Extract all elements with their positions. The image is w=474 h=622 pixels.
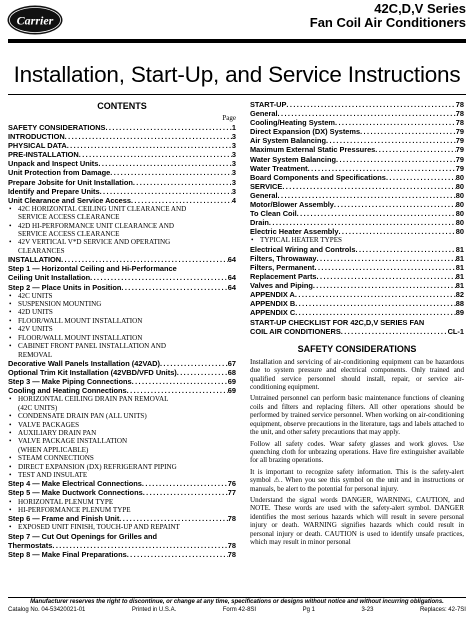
toc-page-number: 81 — [455, 281, 464, 291]
toc-subitem — [8, 308, 236, 316]
toc-subitem — [8, 300, 236, 308]
toc-entry[interactable] — [8, 159, 236, 168]
toc-subitem-text: • HORIZONTAL CEILING DRAIN PAN REMOVAL — [18, 395, 169, 404]
toc-entry[interactable] — [8, 514, 236, 523]
toc-page-number: 78 — [455, 118, 464, 128]
dot-leader — [67, 141, 232, 150]
toc-entry[interactable] — [250, 272, 464, 281]
toc-group — [8, 550, 236, 559]
toc-group — [8, 359, 236, 395]
toc-entry-label: Replacement Parts — [250, 272, 317, 282]
safety-heading: SAFETY CONSIDERATIONS — [297, 343, 417, 354]
dot-leader — [269, 218, 456, 227]
toc-entry-label: PRE-INSTALLATION — [8, 150, 79, 160]
safety-paragraph: It is important to recognize safety information. This is the safety-alert symbol ⚠. When you see this symbol on the unit and in instructions or manuals, be alert to the potential for personal injury. — [250, 467, 464, 493]
toc-subitem-text: • CONDENSATE DRAIN PAN (ALL UNITS) — [18, 412, 147, 421]
dot-leader — [127, 386, 228, 395]
toc-page-number: 81 — [455, 244, 464, 254]
toc-subitem — [8, 334, 236, 342]
toc-page-number: 80 — [455, 190, 464, 200]
catalog-number: Catalog No. 04-53420021-01 — [8, 607, 86, 613]
toc-entry-label: APPENDIX B — [250, 299, 296, 309]
toc-page-number: 77 — [227, 488, 236, 498]
page-footer — [8, 597, 466, 614]
toc-subitem-text: • SUSPENSION MOUNTING — [18, 300, 102, 309]
toc-entry[interactable] — [8, 386, 236, 395]
dot-leader — [98, 159, 232, 168]
toc-page-number: 78 — [227, 540, 236, 550]
toc-group — [8, 123, 236, 205]
toc-entry-label: Air System Balancing — [250, 136, 326, 146]
toc-subitem-text: • 42C UNITS — [18, 291, 53, 300]
toc-page-number: CL-1 — [447, 326, 464, 336]
toc-entry-label: APPENDIX A — [250, 290, 295, 300]
toc-group — [250, 245, 464, 318]
toc-entry[interactable] — [8, 532, 236, 550]
toc-subitem — [8, 523, 236, 531]
dot-leader — [295, 290, 456, 299]
dot-leader — [160, 359, 228, 368]
toc-entry[interactable] — [250, 245, 464, 254]
toc-entry-label: Thermostats — [8, 540, 53, 550]
dot-leader — [61, 255, 228, 264]
toc-group — [250, 100, 464, 236]
toc-subitem — [8, 317, 236, 325]
toc-entry[interactable] — [250, 254, 464, 263]
brand-text: Carrier — [16, 13, 54, 28]
toc-entry-label: Cooling/Heating System — [250, 118, 336, 128]
toc-entry-label: Valves and Piping — [250, 281, 313, 291]
toc-subitem — [8, 222, 236, 239]
toc-entry-label: Prepare Jobsite for Unit Installation — [8, 177, 133, 187]
toc-subitem — [8, 498, 236, 506]
toc-entry-label: Direct Expansion (DX) Systems — [250, 127, 361, 137]
toc-subitem-text: • 42D UNITS — [18, 308, 53, 317]
toc-entry-label: Step 7 — Cut Out Openings for Grilles and — [8, 531, 158, 541]
toc-entry-label: Ceiling Unit Installation — [8, 273, 91, 283]
dot-leader — [355, 245, 455, 254]
toc-subitem-text: • STEAM CONNECTIONS — [18, 454, 94, 463]
toc-subgroup — [8, 292, 236, 359]
dot-leader — [375, 145, 455, 154]
toc-entry[interactable] — [250, 118, 464, 127]
dot-leader — [278, 109, 456, 118]
toc-entry[interactable] — [8, 550, 236, 559]
toc-entry-label: Identify and Prepare Units — [8, 186, 100, 196]
toc-entry-label: Filters, Throwaway — [250, 253, 317, 263]
toc-entry[interactable] — [250, 263, 464, 272]
toc-entry-label: Board Components and Specifications — [250, 172, 386, 182]
toc-page-number: 69 — [227, 377, 236, 387]
toc-entry[interactable] — [250, 164, 464, 173]
toc-subitem-text: SERVICE ACCESS CLEARANCE — [18, 213, 120, 222]
toc-entry-label: COIL AIR CONDITIONERS — [250, 326, 341, 336]
toc-entry[interactable] — [250, 200, 464, 209]
toc-entry[interactable] — [250, 109, 464, 118]
safety-paragraph: Follow all safety codes. Wear safety glasses and work gloves. Use quenching cloth for unbrazing operations. Have fire extinguisher available for all brazing operations. — [250, 439, 464, 465]
printed-in: Printed in U.S.A. — [131, 607, 177, 613]
toc-entry[interactable] — [8, 187, 236, 196]
dot-leader — [286, 100, 455, 109]
toc-entry[interactable] — [8, 168, 236, 177]
toc-entry-label: SAFETY CONSIDERATIONS — [8, 123, 106, 132]
toc-entry[interactable] — [250, 100, 464, 109]
dot-leader — [132, 377, 228, 386]
toc-page-number: 80 — [455, 181, 464, 191]
toc-subgroup — [250, 236, 464, 244]
toc-entry-label: INSTALLATION — [8, 255, 62, 265]
toc-subitem-text: REMOVAL — [18, 350, 53, 359]
toc-page-number: 78 — [455, 100, 464, 109]
toc-entry[interactable] — [8, 132, 236, 141]
toc-subitem — [8, 463, 236, 471]
dot-leader — [386, 173, 456, 182]
dot-leader — [297, 209, 456, 218]
toc-entry[interactable] — [8, 255, 236, 264]
toc-entry[interactable] — [250, 299, 464, 308]
dot-leader — [295, 299, 456, 308]
toc-page-number: 81 — [455, 263, 464, 272]
footer-notice: Manufacturer reserves the right to discontinue, or change at any time, specifications or designs without notice and without incurring obligations. — [30, 599, 444, 605]
toc-page-number: 80 — [455, 172, 464, 182]
toc-subitem-text: • CABINET FRONT PANEL INSTALLATION AND — [18, 342, 167, 351]
toc-entry[interactable] — [8, 377, 236, 386]
toc-entry[interactable] — [250, 290, 464, 299]
toc-subitem-text: CLEARANCES — [18, 246, 65, 255]
toc-entry-label: To Clean Coil — [250, 209, 297, 219]
dot-leader — [142, 479, 228, 488]
toc-entry-label: Step 6 — Frame and Finish Unit — [8, 514, 120, 524]
toc-subgroup — [8, 523, 236, 531]
toc-entry-label: Motor/Blower Assembly — [250, 200, 334, 210]
toc-group — [8, 514, 236, 523]
toc-group — [8, 255, 236, 264]
toc-entry-label: INTRODUCTION — [8, 132, 65, 142]
toc-subitem — [8, 412, 236, 420]
toc-entry[interactable] — [250, 227, 464, 236]
toc-subitem-text: • EXPOSED UNIT FINISH, TOUCH-UP AND REPAINT — [18, 523, 180, 532]
toc-page-number: 3 — [231, 141, 236, 151]
dot-leader — [278, 191, 456, 200]
toc-subitem — [8, 421, 236, 429]
right-column — [250, 100, 464, 549]
toc-page-number: 79 — [455, 145, 464, 155]
toc-entry-label: Drain — [250, 218, 269, 228]
toc-page-number: 88 — [455, 299, 464, 309]
dot-leader — [317, 254, 456, 263]
toc-page-number: 4 — [231, 195, 236, 205]
toc-subitem-text: • FLOOR/WALL MOUNT INSTALLATION — [18, 316, 143, 325]
toc-subitem — [8, 506, 236, 514]
toc-subitem — [8, 395, 236, 412]
toc-entry-label: Electric Heater Assembly — [250, 227, 339, 237]
dot-leader — [177, 368, 228, 377]
toc-page-number: 1 — [231, 123, 236, 132]
safety-paragraph: Untrained personnel can perform basic maintenance functions of cleaning coils and filters and replacing filters. All other operations should be performed by trained service personnel. When working on air-conditioning equipment, observe precautions in the literature, tags and labels attached to the unit, and other safety precautions that may apply. — [250, 394, 464, 437]
footer-page: Pg 1 — [302, 607, 315, 613]
toc-page-number: 67 — [227, 358, 236, 368]
toc-subitem-text: • 42V UNITS — [18, 325, 53, 334]
dot-leader — [131, 196, 232, 205]
toc-page-number: 3 — [231, 150, 236, 160]
toc-subitem-text: • VALVE PACKAGE INSTALLATION — [18, 437, 128, 446]
toc-page-number: 78 — [227, 550, 236, 560]
toc-entry[interactable] — [8, 359, 236, 368]
toc-subitem-text: • 42V VERTICAL V*D SERVICE AND OPERATING — [18, 238, 171, 247]
toc-entry[interactable] — [8, 123, 236, 132]
dot-leader — [326, 136, 456, 145]
dot-leader — [133, 178, 232, 187]
toc-subitem — [8, 238, 236, 255]
toc-entry-label: General — [250, 109, 278, 119]
toc-group — [8, 479, 236, 497]
toc-entry-label: Step 2 — Place Units in Position — [8, 282, 122, 292]
dot-leader — [317, 272, 456, 281]
toc-page-number: 3 — [231, 186, 236, 196]
toc-page-number: 79 — [455, 127, 464, 137]
toc-entry[interactable] — [8, 196, 236, 205]
toc-page-number: 76 — [227, 479, 236, 489]
dot-leader — [100, 187, 232, 196]
toc-page-number: 80 — [455, 227, 464, 237]
toc-subitem-text: (WHEN APPLICABLE) — [18, 445, 89, 454]
toc-subitem-text: • TYPICAL HEATER TYPES — [260, 236, 342, 245]
safety-paragraph: Understand the signal words DANGER, WARNING, CAUTION, and NOTE. These words are used with the safety-alert symbol. DANGER identifies the most serious hazards which will result in severe personal injury or death. WARNING signifies hazards which could result in personal injury or death. CAUTION is used to identify unsafe practices, which may result in minor personal — [250, 495, 464, 546]
toc-entry[interactable] — [8, 141, 236, 150]
toc-page-number: 81 — [455, 253, 464, 263]
toc-page-number: 80 — [455, 200, 464, 210]
toc-page-number: 69 — [227, 386, 236, 396]
toc-entry-label: Filters, Permanent — [250, 263, 315, 272]
toc-page-number: 79 — [455, 154, 464, 164]
toc-entry[interactable] — [8, 178, 236, 187]
carrier-logo — [6, 4, 64, 36]
dot-leader — [336, 155, 456, 164]
toc-entry-label: Step 3 — Make Piping Connections — [8, 377, 132, 387]
toc-entry[interactable] — [250, 145, 464, 154]
toc-subitem-text: • AUXILIARY DRAIN PAN — [18, 428, 97, 437]
toc-entry-label: Step 1 — Horizontal Ceiling and Hi-Performance — [8, 264, 177, 274]
toc-entry-label: Optional Trim Kit Installation (42VBD/VFD Units) — [8, 368, 177, 377]
dot-leader — [313, 281, 456, 290]
toc-entry-label: Step 8 — Make Final Preparations — [8, 550, 127, 560]
toc-entry-label: Decorative Wall Panels Installation (42VAD) — [8, 358, 160, 368]
toc-subitem — [8, 325, 236, 333]
toc-subitem — [8, 471, 236, 479]
dot-leader — [143, 488, 228, 497]
toc-entry-label: START-UP CHECKLIST FOR 42C,D,V SERIES FAN — [250, 317, 425, 327]
toc-entry[interactable] — [250, 308, 464, 317]
toc-page-number: 79 — [455, 136, 464, 146]
dot-leader — [110, 168, 232, 177]
toc-page-number: 3 — [231, 132, 236, 142]
toc-page-number: 3 — [231, 159, 236, 169]
form-number: Form 42-8SI — [222, 607, 257, 613]
toc-subitem-text: • HI-PERFORMANCE PLENUM TYPE — [18, 505, 131, 514]
dot-leader — [308, 164, 456, 173]
toc-entry[interactable] — [8, 150, 236, 159]
page-label: Page — [222, 114, 236, 122]
dot-leader — [282, 182, 455, 191]
footer-date: 3-23 — [361, 607, 374, 613]
toc-subitem-text: • FLOOR/WALL MOUNT INSTALLATION — [18, 333, 143, 342]
toc-subitem — [8, 292, 236, 300]
toc-page-number: 3 — [231, 177, 236, 187]
toc-entry[interactable] — [250, 182, 464, 191]
toc-subitem — [8, 429, 236, 437]
toc-entry-label: Water System Balancing — [250, 154, 336, 164]
toc-subitem-text: • DIRECT EXPANSION (DX) REFRIGERANT PIPING — [18, 462, 177, 471]
product-name: Fan Coil Air Conditioners — [309, 15, 466, 30]
toc-subitem-text: • TEST AND INSULATE — [18, 470, 88, 479]
toc-page-number: 64 — [227, 273, 236, 283]
safety-body — [250, 358, 464, 547]
toc-page-number: 82 — [455, 290, 464, 300]
page-title: Installation, Start-Up, and Service Instructions — [13, 62, 461, 87]
toc-entry-label: Unpack and Inspect Units — [8, 159, 99, 169]
toc-entry-label: Unit Clearance and Service Access — [8, 195, 131, 205]
dot-leader — [335, 118, 456, 127]
dot-leader — [360, 127, 456, 136]
toc-entry[interactable] — [250, 155, 464, 164]
toc-subitem-text: • 42C HORIZONTAL CEILING UNIT CLEARANCE AND — [18, 204, 187, 213]
toc-page-number: 80 — [455, 209, 464, 219]
dot-leader — [105, 123, 231, 132]
toc-entry[interactable] — [250, 218, 464, 227]
toc-page-number: 3 — [231, 168, 236, 178]
toc-entry[interactable] — [8, 283, 236, 292]
toc-page-number: 79 — [455, 163, 464, 173]
dot-leader — [127, 550, 228, 559]
toc-page-number: 89 — [455, 308, 464, 318]
toc-entry[interactable] — [8, 368, 236, 377]
dot-leader — [334, 200, 456, 209]
dot-leader — [338, 227, 455, 236]
toc-subitem — [8, 454, 236, 462]
toc-entry[interactable] — [250, 209, 464, 218]
left-column — [8, 100, 236, 559]
toc-entry[interactable] — [250, 318, 464, 336]
toc-subitem — [8, 437, 236, 454]
toc-entry-label: Maximum External Static Pressures — [250, 145, 376, 155]
title-rule — [8, 94, 466, 95]
toc-subitem-text: • HORIZONTAL PLENUM TYPE — [18, 497, 114, 506]
toc-entry[interactable] — [250, 281, 464, 290]
toc-entry-label: Water Treatment — [250, 163, 308, 173]
toc-entry[interactable] — [8, 264, 236, 282]
toc-page-number: 68 — [227, 368, 236, 377]
toc-entry-label: SERVICE — [250, 181, 283, 191]
toc-entry-label: Step 4 — Make Electrical Connections — [8, 479, 142, 489]
toc-entry[interactable] — [250, 127, 464, 136]
toc-entry[interactable] — [8, 479, 236, 488]
toc-page-number: 64 — [227, 282, 236, 292]
toc-entry-label: Electrical Wiring and Controls — [250, 244, 356, 254]
model-series: 42C,D,V Series — [374, 1, 466, 16]
toc-entry[interactable] — [8, 488, 236, 497]
toc-entry-label: General — [250, 190, 278, 200]
toc-page-number: 80 — [455, 218, 464, 228]
dot-leader — [314, 263, 455, 272]
toc-subitem-text: • 42D HI-PERFORMANCE UNIT CLEARANCE AND — [18, 221, 174, 230]
replaces: Replaces: 42-7SI — [419, 607, 466, 613]
toc-entry[interactable] — [250, 173, 464, 182]
toc-subitem — [250, 236, 464, 244]
toc-page-number: 81 — [455, 272, 464, 282]
dot-leader — [79, 150, 232, 159]
toc-subitem-text: (42C UNITS) — [18, 403, 58, 412]
toc-subgroup — [8, 395, 236, 479]
toc-entry-label: Cooling and Heating Connections — [8, 386, 127, 396]
toc-subitem — [8, 342, 236, 359]
toc-entry[interactable] — [250, 136, 464, 145]
toc-subitem — [8, 205, 236, 222]
toc-entry-label: PHYSICAL DATA — [8, 141, 67, 151]
toc-subgroup — [8, 205, 236, 255]
toc-subitem-text: SERVICE ACCESS CLEARANCE — [18, 230, 120, 239]
toc-subgroup — [8, 498, 236, 515]
toc-subitem-text: • VALVE PACKAGES — [18, 420, 80, 429]
dot-leader — [119, 514, 227, 523]
toc-page-number: 78 — [455, 109, 464, 119]
contents-heading: CONTENTS — [97, 101, 147, 111]
toc-entry[interactable] — [250, 191, 464, 200]
toc-entry-label: APPENDIX C — [250, 308, 296, 318]
toc-entry-label: Unit Protection from Damage — [8, 168, 111, 178]
safety-paragraph: Installation and servicing of air-conditioning equipment can be hazardous due to system pressure and electrical components. Only trained and qualified service personnel should install, repair, or service air-conditioning equipment. — [250, 357, 464, 392]
document-header — [310, 2, 466, 30]
toc-page-number: 78 — [227, 514, 236, 524]
toc-entry-label: START-UP — [250, 100, 287, 109]
header-rule — [8, 39, 466, 43]
toc-entry-label: Step 5 — Make Ductwork Connections — [8, 488, 143, 498]
dot-leader — [295, 308, 456, 317]
dot-leader — [65, 132, 232, 141]
toc-page-number: 64 — [227, 255, 236, 265]
